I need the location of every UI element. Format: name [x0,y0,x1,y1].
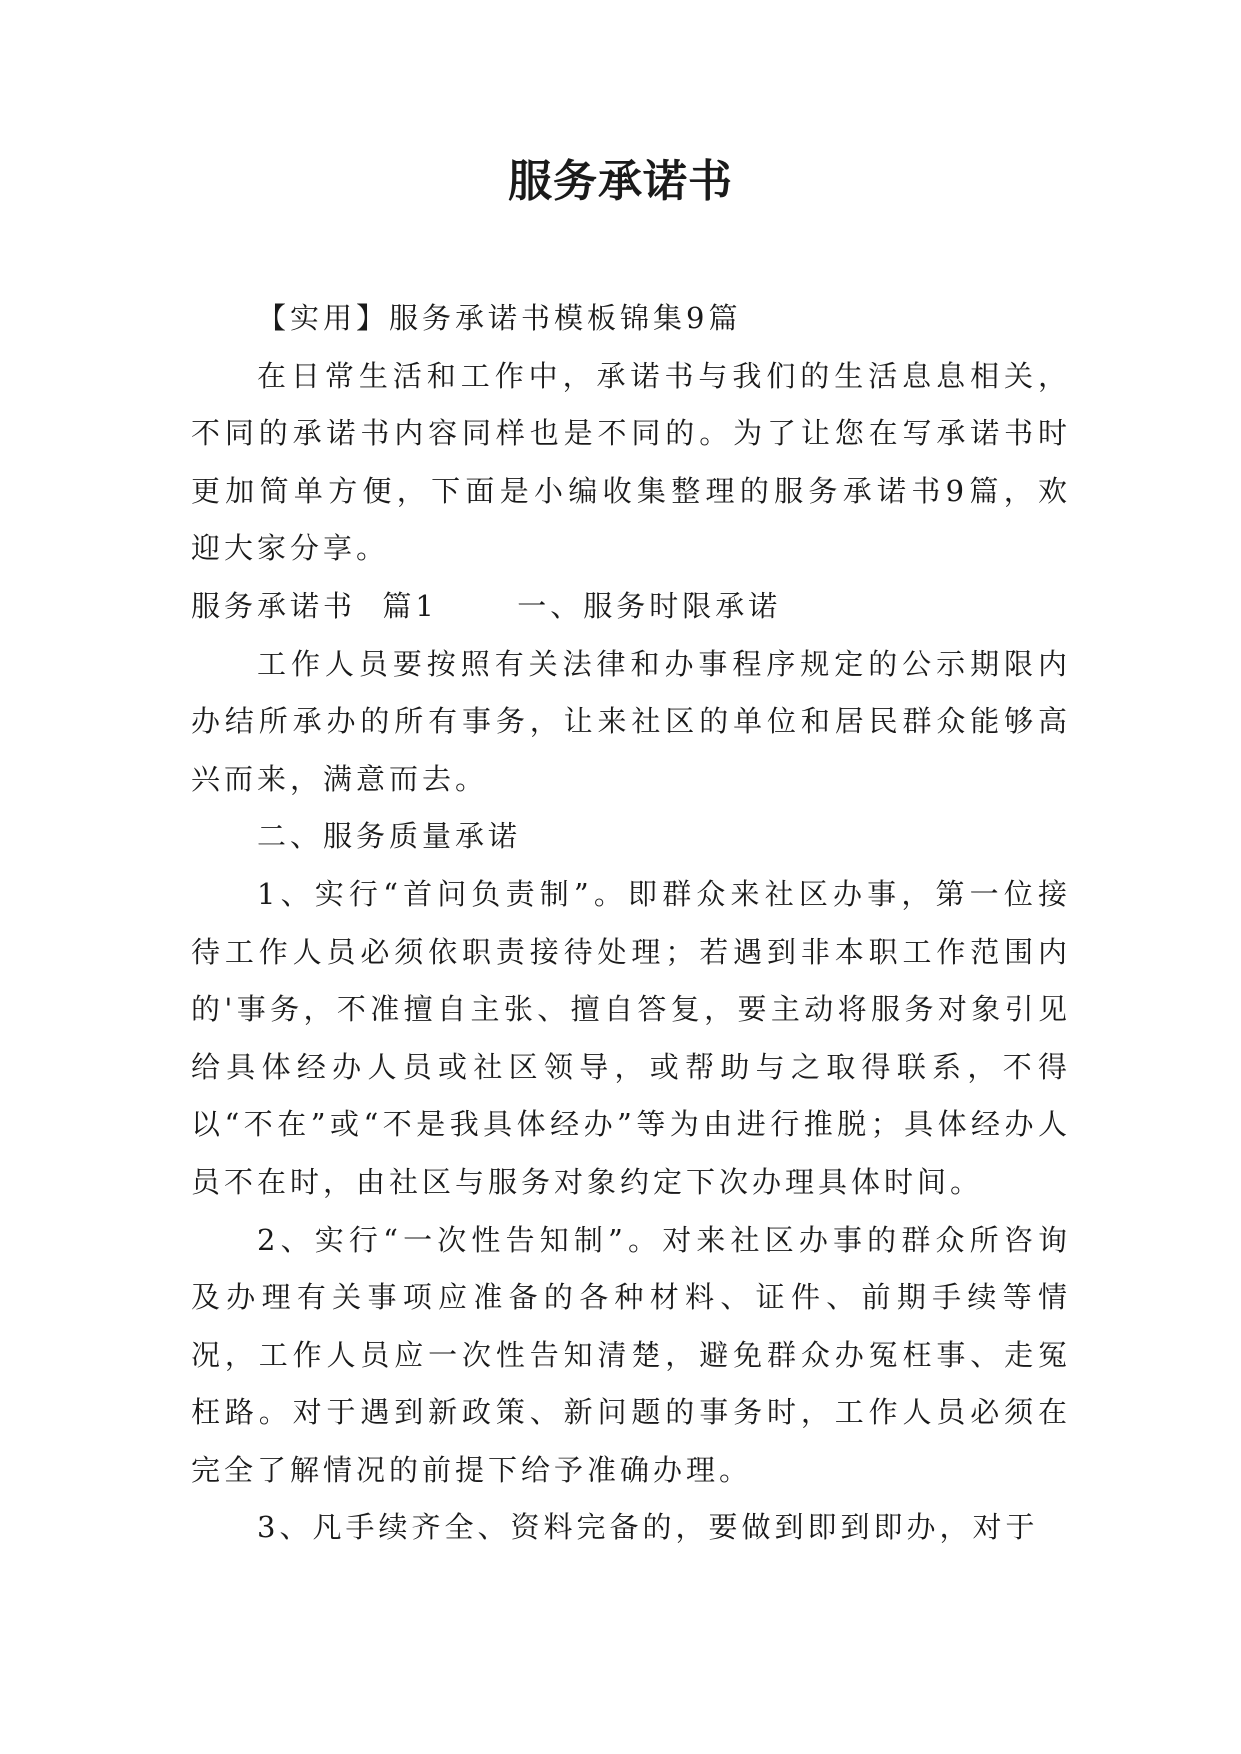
section-heading: 服务承诺书 篇1 一、服务时限承诺 [191,588,782,623]
time-limit-paragraph: 工作人员要按照有关法律和办事程序规定的公示期限内办结所承办的所有事务，让来社区的单位和居民群众能够高兴而来，满意而去。 [191,646,1071,796]
quality-heading: 二、服务质量承诺 [257,819,522,854]
intro-heading: 【实用】服务承诺书模板锦集9篇 [257,301,742,335]
intro-paragraph: 在日常生活和工作中，承诺书与我们的生活息息相关，不同的承诺书内容同样也是不同的。为了让您在写承诺书时更加简单方便，下面是小编收集整理的服务承诺书9篇，欢迎大家分享。 [191,358,1071,566]
item-paragraph: 1、实行“首问负责制”。即群众来社区办事，第一位接待工作人员必须依职责接待处理；若遇到非本职工作范围内的'事务，不准擅自主张、擅自答复，要主动将服务对象引见给具体经办人员或社区领导，或帮助与之取得联系，不得以“不在”或“不是我具体经办”等为由进行推脱；具体经办人员不在时，由社区与服务对象约定下次办理具体时间。 [191,876,1071,1199]
item-paragraph: 3、凡手续齐全、资料完备的，要做到即到即办，对于 [257,1510,1039,1545]
item-paragraph: 2、实行“一次性告知制”。对来社区办事的群众所咨询及办理有关事项应准备的各种材料、证件、前期手续等情况，工作人员应一次性告知清楚，避免群众办冤枉事、走冤枉路。对于遇到新政策、新问题的事务时，工作人员必须在完全了解情况的前提下给予准确办理。 [191,1222,1071,1487]
document-body [191,290,1071,1557]
document-title: 服务承诺书 [508,156,733,207]
